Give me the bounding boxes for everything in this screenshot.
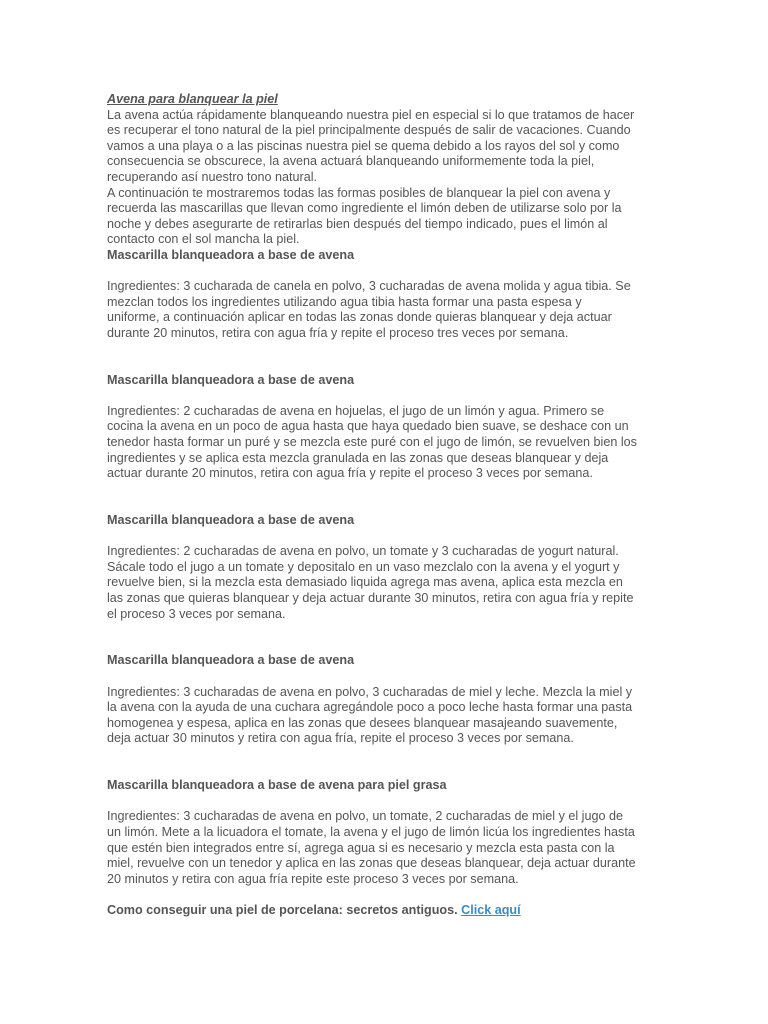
section-heading: Mascarilla blanqueadora a base de avena (107, 372, 355, 387)
section-line: tenedor hasta formar un puré y se mezcla este puré con el jugo de limón, se revuelven bien los (107, 435, 637, 450)
section-line: Ingredientes: 3 cucharada de canela en polvo, 3 cucharadas de avena molida y agua tibia. Se (107, 279, 631, 294)
recipe-section (107, 373, 667, 482)
recipe-section (107, 778, 667, 887)
section-line: revuelve bien, si la mezcla esta demasiado liquida agrega mas avena, aplica esta mezcla en (107, 575, 623, 590)
section-line: cocina la avena en un poco de agua hasta que haya quedado bien suave, se deshace con un (107, 419, 629, 434)
intro-paragraph (107, 108, 667, 248)
section-heading: Mascarilla blanqueadora a base de avena para piel grasa (107, 778, 447, 793)
intro-line: contacto con el sol mancha la piel. (107, 232, 300, 247)
section-line: mezclan todos los ingredientes utilizando agua tibia hasta formar una pasta espesa y (107, 294, 582, 309)
section-line: durante 20 minutos, retira con agua fría y repite el proceso tres veces por semana. (107, 325, 569, 340)
intro-line: La avena actúa rápidamente blanqueando nuestra piel en especial si lo que tratamos de hacer (107, 107, 635, 122)
section-heading: Mascarilla blanqueadora a base de avena (107, 247, 355, 262)
section-line: un limón. Mete a la licuadora el tomate, la avena y el jugo de limón licúa los ingredientes hasta (107, 824, 635, 839)
section-line: Ingredientes: 3 cucharadas de avena en polvo, un tomate, 2 cucharadas de miel y el jugo de (107, 809, 623, 824)
document-page (107, 92, 667, 918)
intro-line: A continuación te mostraremos todas las formas posibles de blanquear la piel con avena y (107, 185, 611, 200)
section-line: las zonas que quieras blanquear y deja actuar durante 30 minutos, retira con agua fría y repite (107, 591, 634, 605)
click-here-link[interactable]: Click aquí (461, 902, 521, 917)
intro-line: recuerda las mascarillas que llevan como ingrediente el limón deben de utilizarse solo por la (107, 201, 622, 216)
section-line: Ingredientes: 2 cucharadas de avena en hojuelas, el jugo de un limón y agua. Primero se (107, 403, 605, 418)
section-line: 20 minutos y retira con agua fría repite este proceso 3 veces por semana. (107, 871, 519, 886)
recipe-section (107, 513, 667, 622)
section-line: ingredientes y se aplica esta mezcla granulada en las zonas que deseas blanquear y deja (107, 450, 609, 465)
section-line: homogenea y espesa, aplica en las zonas que desees blanquear masajeando suavemente, (107, 715, 618, 730)
footer-text: Como conseguir una piel de porcelana: secretos antiguos. (107, 902, 458, 917)
section-line: la avena con la ayuda de una cuchara agregándole poco a poco leche hasta formar una pasta (107, 700, 633, 715)
intro-line: es recuperar el tono natural de la piel principalmente después de salir de vacaciones. Cuando (107, 123, 631, 138)
section-line: que estén bien integrados entre sí, agrega agua si es necesario y mezcla esta pasta con la (107, 840, 615, 855)
intro-line: noche y debes asegurarte de retirarlas bien después del tiempo indicado, pues el limón al (107, 216, 608, 231)
section-heading: Mascarilla blanqueadora a base de avena (107, 653, 355, 668)
document-title: Avena para blanquear la piel (107, 92, 278, 106)
intro-line: vamos a una playa o a las piscinas nuestra piel se quema debido a los rayos del sol y como (107, 138, 620, 153)
recipe-section (107, 248, 667, 342)
section-line: miel, revuelve con un tenedor y aplica en las zonas que deseas blanquear, deja actuar durante (107, 856, 636, 871)
section-line: Ingredientes: 2 cucharadas de avena en polvo, un tomate y 3 cucharadas de yogurt natural. (107, 544, 619, 559)
section-line: el proceso 3 veces por semana. (107, 606, 286, 621)
section-heading: Mascarilla blanqueadora a base de avena (107, 513, 355, 528)
intro-line: recuperando así nuestro tono natural. (107, 169, 318, 184)
recipe-section (107, 653, 667, 747)
footer-line (107, 903, 667, 919)
section-line: uniforme, a continuación aplicar en todas las zonas donde quieras blanquear y deja actuar (107, 310, 612, 325)
intro-line: consecuencia se obscurece, la avena actuará blanqueando uniformemente toda la piel, (107, 154, 595, 169)
section-line: actuar durante 20 minutos, retira con agua fría y repite el proceso 3 veces por semana. (107, 466, 593, 481)
section-line: Sácale todo el jugo a un tomate y depositalo en un vaso mezclalo con la avena y el yogurt y (107, 559, 620, 574)
section-line: deja actuar 30 minutos y retira con agua fría, repite el proceso 3 veces por semana. (107, 731, 574, 746)
section-line: Ingredientes: 3 cucharadas de avena en polvo, 3 cucharadas de miel y leche. Mezcla la miel y (107, 684, 633, 699)
